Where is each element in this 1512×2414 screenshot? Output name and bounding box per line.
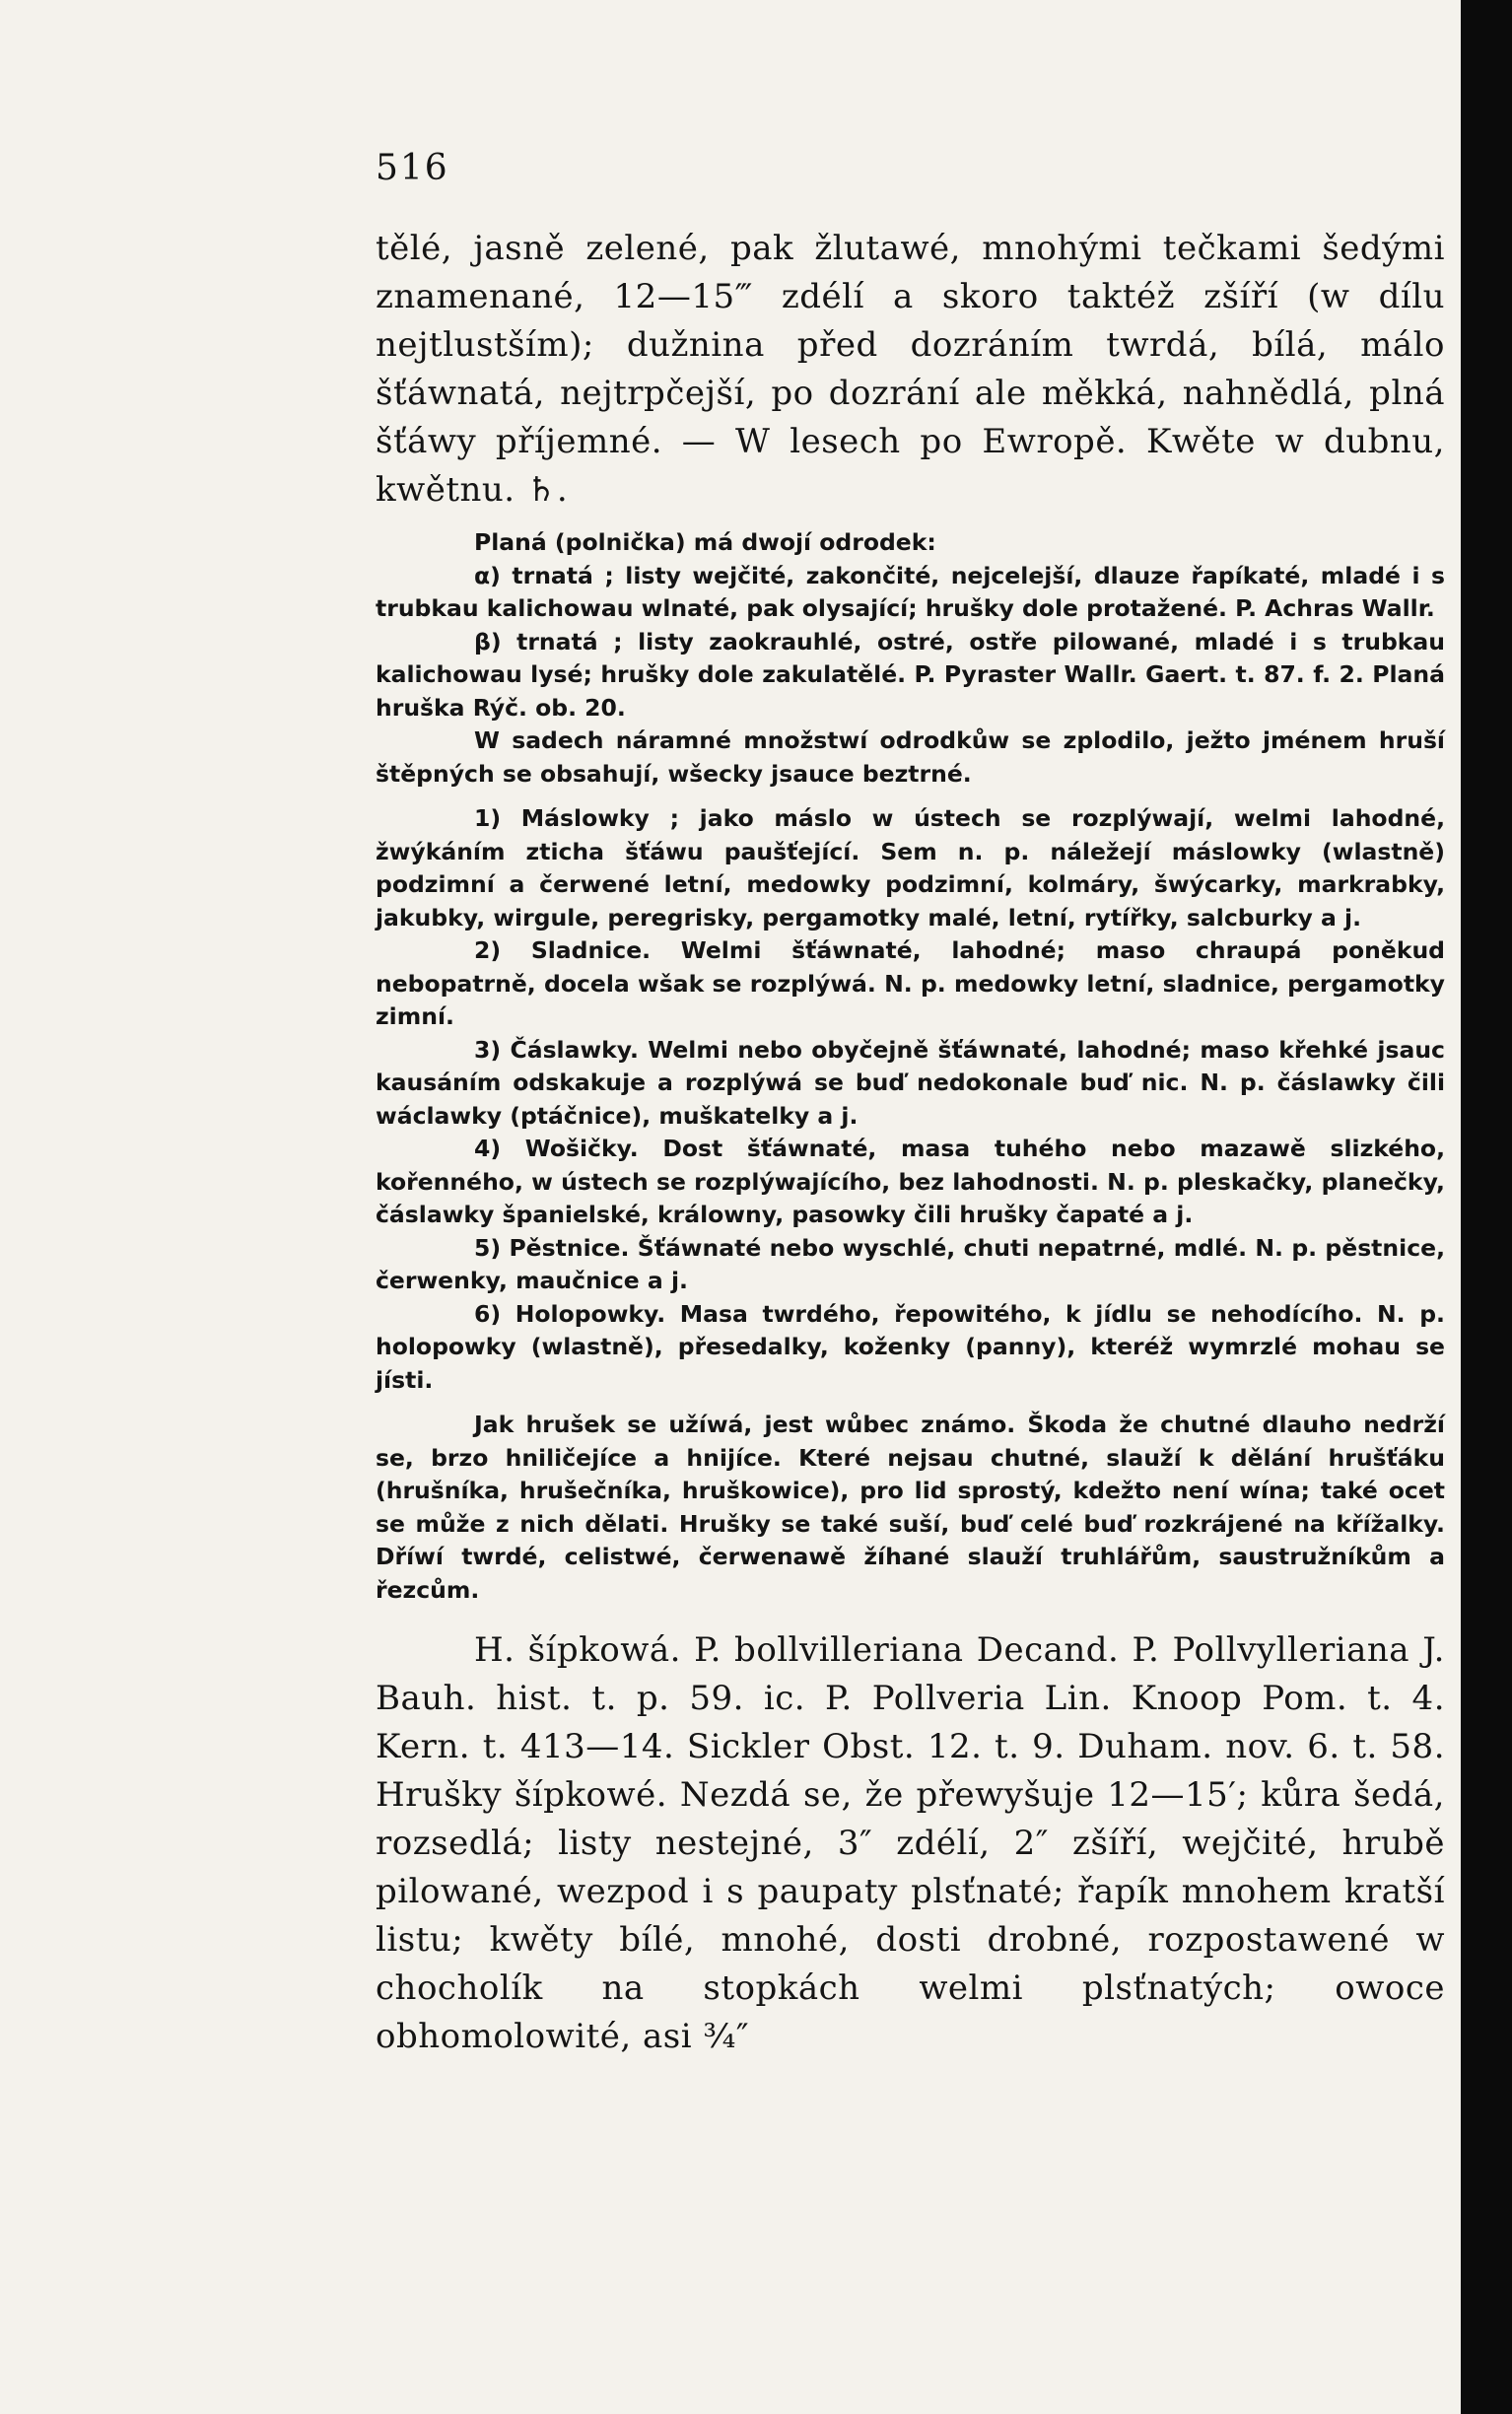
page-text bbox=[376, 225, 1445, 2061]
list-item-holopowky: 6) Holopowky. Masa twrdého, řepowitého, k jídlu se nehodícího. N. p. holopowky (wlastně), přesedalky, koženky (panny), kteréž wymrzlé mohau se jísti. bbox=[376, 1299, 1445, 1394]
paragraph-variant-beta: β) trnatá ; listy zaokrauhlé, ostré, ostře pilowané, mladé i s trubkau kalichowau lysé; hrušky dole zakulatělé. P. Pyraster Wallr. Gaert. t. 87. f. 2. Planá hruška Rýč. ob. 20. bbox=[376, 627, 1445, 722]
list-item-sladnice: 2) Sladnice. Welmi šťáwnaté, lahodné; maso chraupá poněkud nebopatrně, docela wšak se rozplýwá. N. p. medowky letní, sladnice, pergamotky zimní. bbox=[376, 936, 1445, 1030]
paragraph-wild-variants: Planá (polnička) má dwojí odrodek: bbox=[474, 528, 936, 556]
list-item-pestnice: 5) Pěstnice. Šťáwnaté nebo wyschlé, chuti nepatrné, mdlé. N. p. pěstnice, čerwenky, maučnice a j. bbox=[376, 1233, 1445, 1294]
list-item-caslawky: 3) Čáslawky. Welmi nebo obyčejně šťáwnaté, lahodné; maso křehké jsauc kausáním odskakuje a rozplýwá se buď nedokonale buď nic. N. p. čáslawky čili wáclawky (ptáčnice), muškatelky a j. bbox=[376, 1035, 1445, 1130]
list-item-maslowky: 1) Máslowky ; jako máslo w ústech se rozplýwají, welmi lahodné, žwýkáním zticha šťáwu paušťející. Sem n. p. náležejí máslowky (wlastně) podzimní a čerwené letní, medowky podzimní, kolmáry, šwýcarky, markrabky, jakubky, wirgule, peregrisky, pergamotky malé, letní, rytířky, salcburky a j. bbox=[376, 804, 1445, 931]
paragraph-variant-alpha: α) trnatá ; listy wejčité, zakončité, nejcelejší, dlauze řapíkaté, mladé i s trubkau kalichowau wlnaté, pak olysající; hrušky dole protažené. P. Achras Wallr. bbox=[376, 561, 1445, 622]
list-item-wosicky: 4) Wošičky. Dost šťáwnaté, masa tuhého nebo mazawě slizkého, kořenného, w ústech se rozplýwajícího, bez lahodnosti. N. p. pleskačky, planečky, čáslawky španielské, králowny, pasowky čili hrušky čapaté a j. bbox=[376, 1135, 1445, 1228]
scan-dark-edge bbox=[1461, 0, 1512, 2414]
paragraph-uses: Jak hrušek se užíwá, jest wůbec známo. Škoda že chutné dlauho nedrží se, brzo hniličejíce a hnijíce. Které nejsau chutné, slauží k dělání hrušťáku (hrušníka, hrušečníka, hruškowice), pro lid sprostý, kdežto není wína; také ocet se může z nich dělati. Hrušky se také suší, buď celé buď rozkrájené na křížalky. Dříwí twrdé, celistwé, čerwenawě žíhané slauží truhlářům, saustružníkům a řezcům. bbox=[376, 1411, 1445, 1604]
paragraph-fruit-description: tělé, jasně zelené, pak žlutawé, mnohými tečkami šedými znamenané, 12—15‴ zdélí a skoro taktéž zšíří (w dílu nejtlustším); dužnina před dozráním twrdá, bílá, málo šťáwnatá, nejtrpčejší, po dozrání ale měkká, nahnědlá, plná šťáwy příjemné. — W lesech po Ewropě. Kwěte w dubnu, kwětnu. ♄. bbox=[376, 229, 1445, 510]
paragraph-orchard-varieties: W sadech náramné množstwí odrodkůw se zplodilo, ježto jménem hruší štěpných se obsahují, wšecky jsauce beztrné. bbox=[376, 726, 1445, 788]
page-number: 516 bbox=[376, 148, 449, 188]
paragraph-species-sipkowa: H. šípkowá. P. bollvilleriana Decand. P. Pollvylleriana J. Bauh. hist. t. p. 59. ic. P. Pollveria Lin. Knoop Pom. t. 4. Kern. t. 413—14. Sickler Obst. 12. t. 9. Duham. nov. 6. t. 58. Hrušky šípkowé. Nezdá se, že přewyšuje 12—15′; kůra šedá, rozsedlá; listy nestejné, 3″ zdélí, 2″ zšíří, wejčité, hrubě pilowané, wezpod i s paupaty plsťnaté; řapík mnohem kratší listu; kwěty bílé, mnohé, dosti drobné, rozpostawené w chocholík na stopkách welmi plsťnatých; owoce obhomolowité, asi ¾″ bbox=[376, 1630, 1445, 2056]
